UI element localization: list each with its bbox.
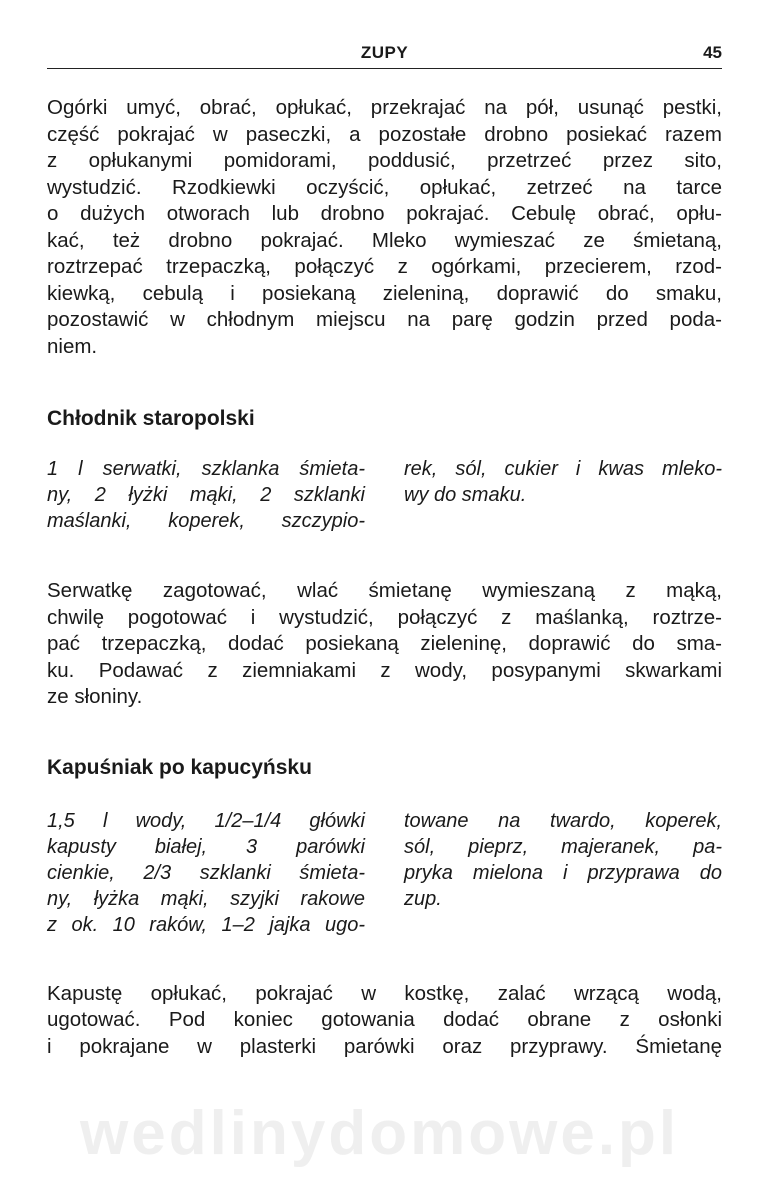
method-chlodnik bbox=[47, 578, 722, 711]
ingredient-line: 1,5 l wody, 1/2–1/4 główki bbox=[47, 809, 365, 832]
text-line: roztrzepać trzepaczką, połączyć z ogórkami, przecierem, rzod- bbox=[47, 255, 722, 278]
ingredients-chlodnik bbox=[47, 456, 722, 534]
ingredient-line: sól, pieprz, majeranek, pa- bbox=[404, 835, 722, 858]
section-title: ZUPY bbox=[360, 43, 409, 62]
intro-paragraph bbox=[47, 95, 722, 360]
text-line: niem. bbox=[47, 334, 98, 358]
page bbox=[47, 38, 722, 1060]
ingredient-line: ny, 2 łyżki mąki, 2 szklanki bbox=[47, 484, 365, 506]
ingredient-line: rek, sól, cukier i kwas mleko- bbox=[404, 458, 722, 480]
text-line: pać trzepaczką, dodać posiekaną zieleninę, doprawić do sma- bbox=[47, 632, 722, 655]
text-line: Ogórki umyć, obrać, opłukać, przekrajać na pół, usunąć pestki, bbox=[47, 96, 722, 119]
ingredients-column-left bbox=[47, 456, 365, 534]
ingredients-column-right bbox=[404, 456, 722, 534]
text-line: ku. Podawać z ziemniakami z wody, posypanymi skwarkami bbox=[47, 658, 722, 682]
text-line: i pokrajane w plasterki parówki oraz przyprawy. Śmietanę bbox=[47, 1034, 722, 1058]
ingredient-line: kapusty białej, 3 parówki bbox=[47, 835, 365, 858]
ingredients-column-left bbox=[47, 808, 365, 938]
ingredients-column-right bbox=[404, 808, 722, 938]
text-line: kać, też drobno pokrajać. Mleko wymieszać ze śmietaną, bbox=[47, 228, 722, 252]
text-line: z opłukanymi pomidorami, poddusić, przetrzeć przez sito, bbox=[47, 149, 722, 172]
method-kapusniak bbox=[47, 981, 722, 1061]
text-line: ze słoniny. bbox=[47, 685, 143, 708]
text-line: pozostawić w chłodnym miejscu na parę godzin przed poda- bbox=[47, 308, 722, 331]
ingredients-kapusniak bbox=[47, 808, 722, 938]
ingredient-line: cienkie, 2/3 szklanki śmieta- bbox=[47, 861, 365, 884]
ingredient-line: towane na twardo, koperek, bbox=[404, 809, 722, 832]
ingredient-line: pryka mielona i przyprawa do bbox=[404, 861, 722, 884]
text-line: ugotować. Pod koniec gotowania dodać obrane z osłonki bbox=[47, 1008, 722, 1031]
ingredient-line: wy do smaku. bbox=[404, 484, 527, 506]
ingredient-line: z ok. 10 raków, 1–2 jajka ugo- bbox=[47, 913, 365, 936]
running-header bbox=[47, 38, 722, 69]
text-line: Serwatkę zagotować, wlać śmietanę wymieszaną z mąką, bbox=[47, 579, 722, 602]
ingredient-line: ny, łyżka mąki, szyjki rakowe bbox=[47, 887, 365, 910]
recipe-title-kapusniak: Kapuśniak po kapucyńsku bbox=[47, 755, 312, 779]
text-line: chwilę pogotować i wystudzić, połączyć z maślanką, roztrze- bbox=[47, 605, 722, 629]
ingredient-line: maślanki, koperek, szczypio- bbox=[47, 510, 365, 532]
ingredient-line: 1 l serwatki, szklanka śmieta- bbox=[47, 458, 365, 480]
watermark: wedlinydomowe.pl bbox=[80, 1099, 680, 1168]
text-line: Kapustę opłukać, pokrajać w kostkę, zalać wrzącą wodą, bbox=[47, 981, 722, 1005]
ingredient-line: zup. bbox=[404, 887, 442, 910]
text-line: wystudzić. Rzodkiewki oczyścić, opłukać, zetrzeć na tarce bbox=[47, 175, 722, 199]
text-line: o dużych otworach lub drobno pokrajać. Cebulę obrać, opłu- bbox=[47, 202, 722, 225]
recipe-title-chlodnik: Chłodnik staropolski bbox=[47, 407, 255, 430]
text-line: kiewką, cebulą i posiekaną zieleniną, doprawić do smaku, bbox=[47, 281, 722, 305]
text-line: część pokrajać w paseczki, a pozostałe drobno posiekać razem bbox=[47, 122, 722, 146]
page-number: 45 bbox=[703, 43, 722, 62]
